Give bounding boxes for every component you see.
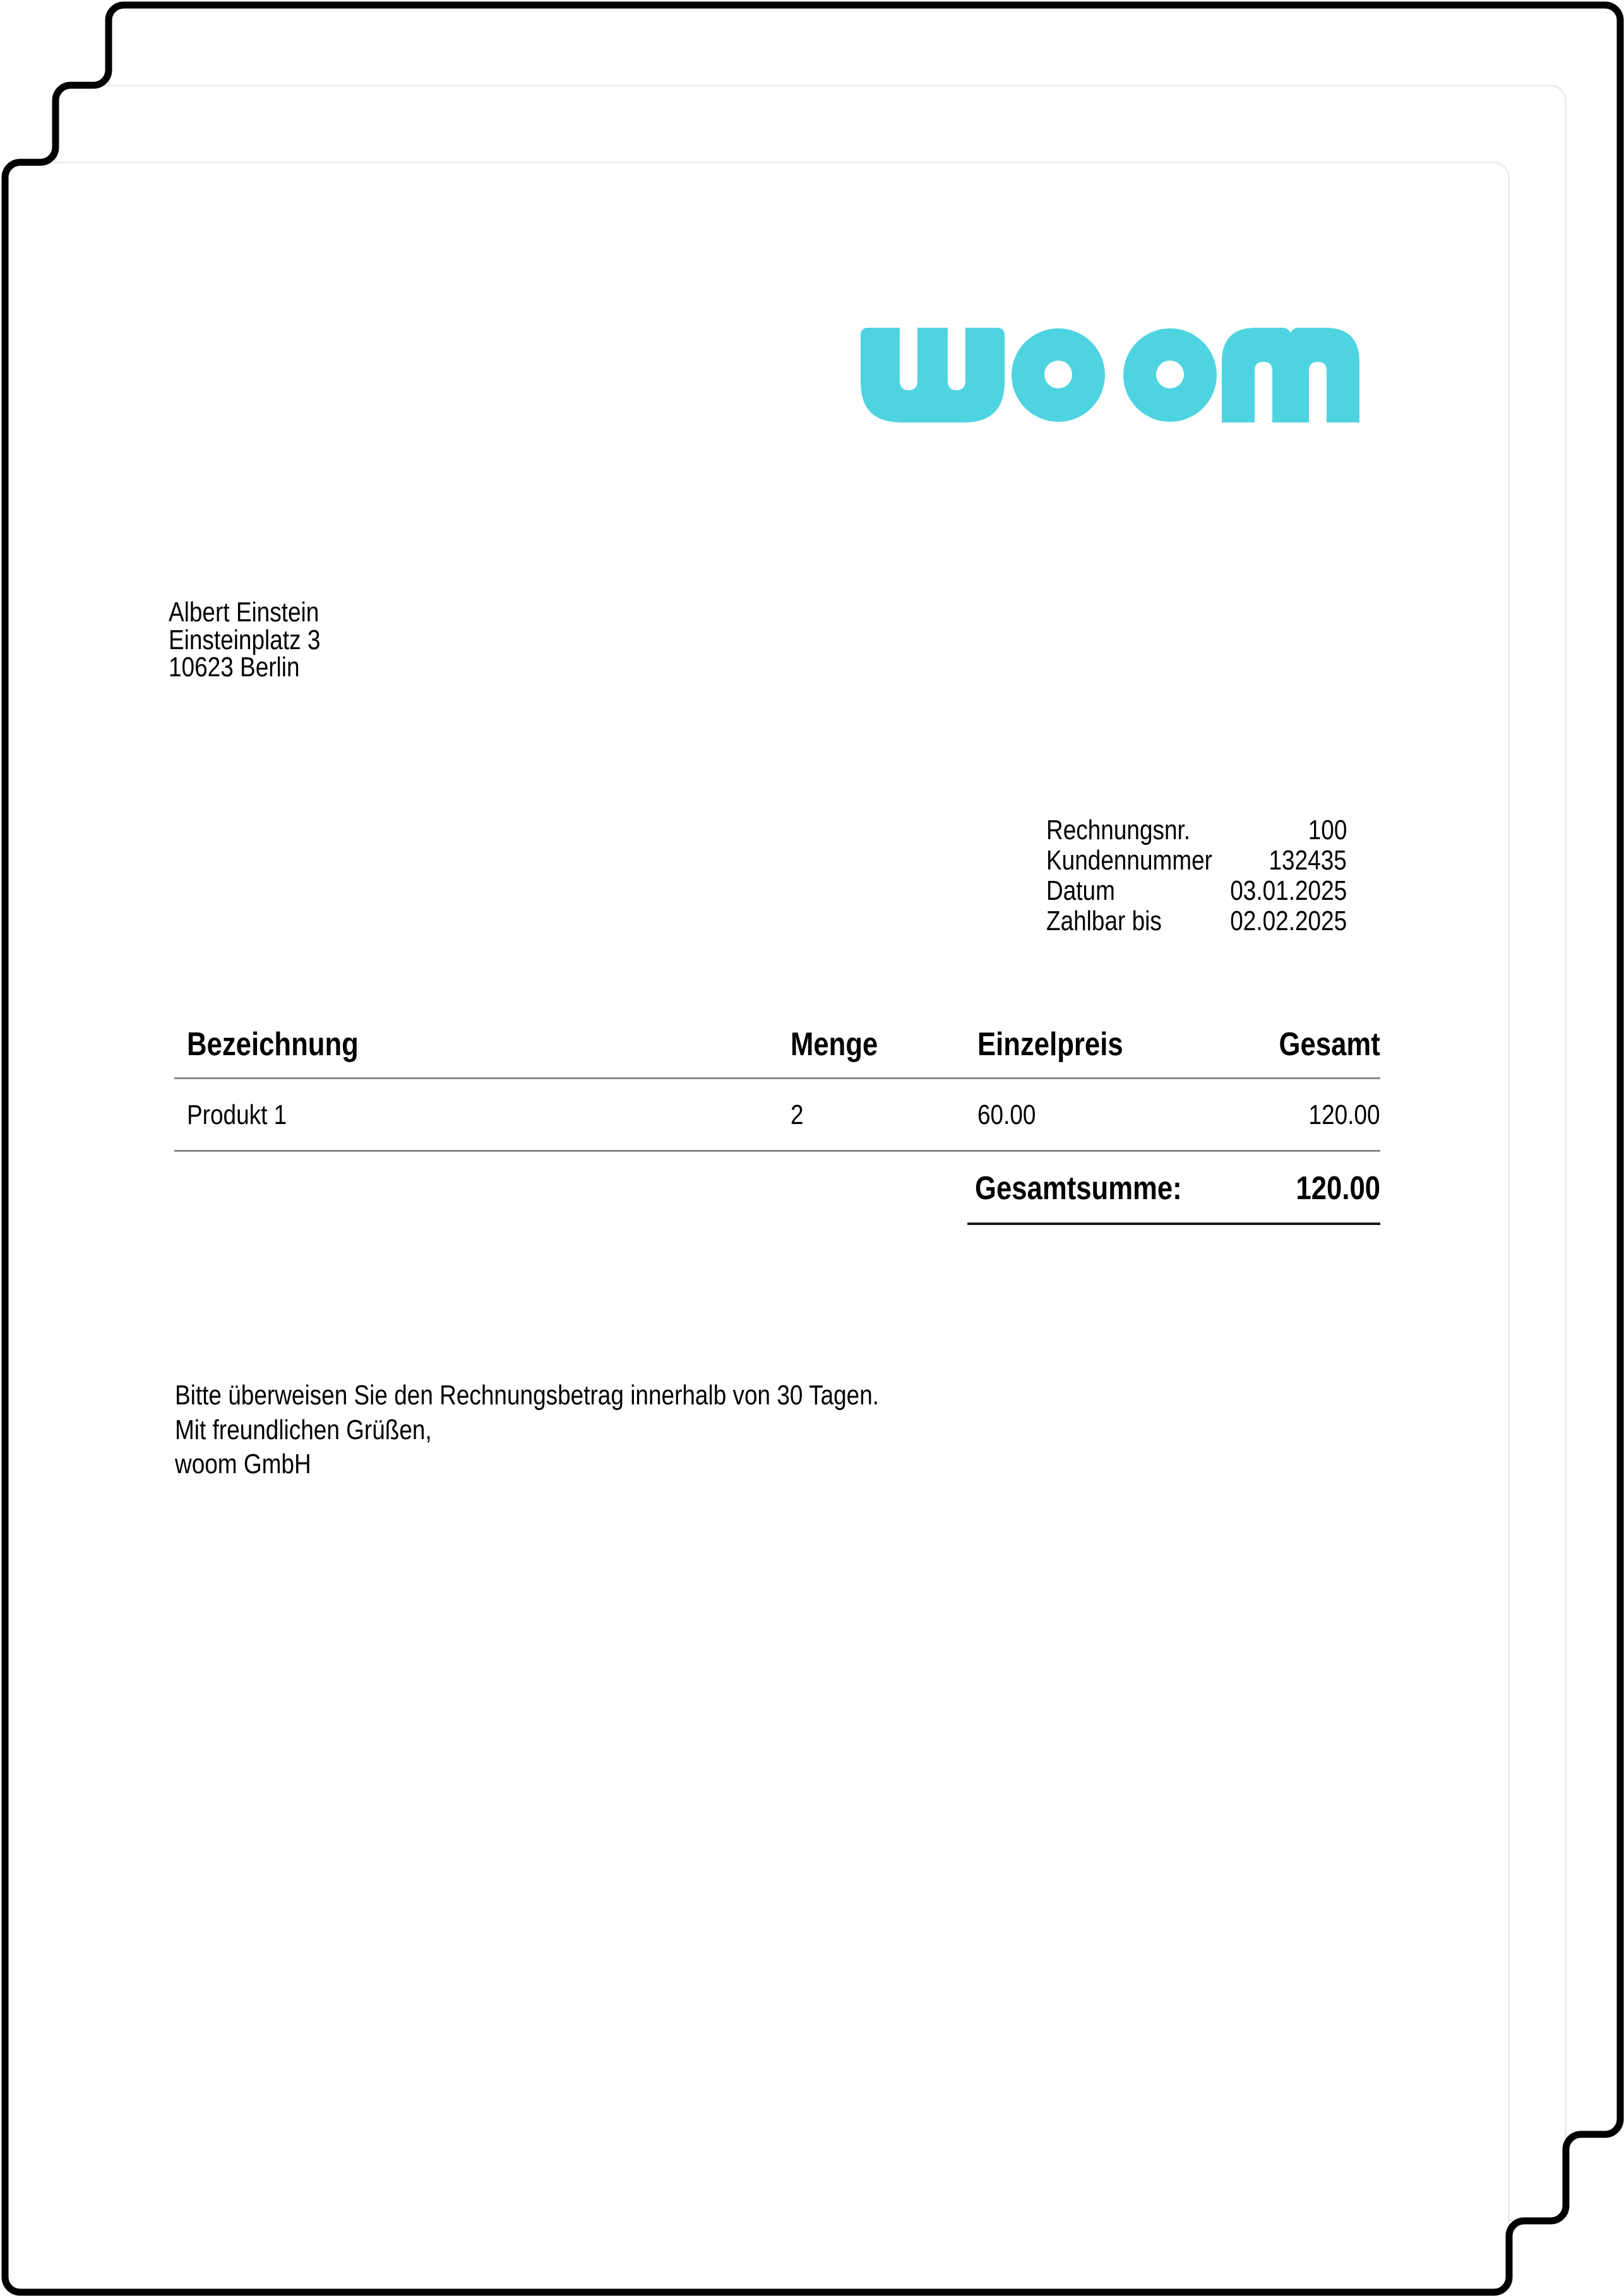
- invoice-number-label: Rechnungsnr.: [1046, 815, 1191, 846]
- date-value: 03.01.2025: [1230, 875, 1347, 906]
- due-date-value: 02.02.2025: [1230, 906, 1347, 936]
- table-row-rule: [174, 1150, 1380, 1152]
- company-name: woom GmbH: [175, 1449, 311, 1480]
- table-row: [174, 1101, 1380, 1129]
- recipient-name: Albert Einstein: [169, 597, 319, 628]
- item-gesamt: 120.00: [1308, 1099, 1380, 1130]
- regards-line: Mit freundlichen Grüßen,: [175, 1414, 432, 1445]
- logo-letter-m: [1222, 328, 1359, 422]
- logo-letter-o2-hole: [1156, 361, 1184, 388]
- logo-letter-o1-hole: [1044, 361, 1072, 388]
- header-einzelpreis: Einzelpreis: [977, 1026, 1123, 1063]
- recipient-street: Einsteinplatz 3: [169, 624, 321, 655]
- woom-logo: [861, 328, 1359, 422]
- total-label: Gesamtsumme:: [975, 1170, 1182, 1207]
- meta-row-customer-number: [1046, 846, 1347, 876]
- logo-letter-w: [861, 328, 1005, 422]
- invoice-number-value: 100: [1308, 815, 1347, 846]
- invoice-meta: [1046, 815, 1347, 936]
- item-bezeichnung: Produkt 1: [187, 1099, 287, 1130]
- recipient-city: 10623 Berlin: [169, 652, 300, 683]
- due-date-label: Zahlbar bis: [1046, 906, 1162, 936]
- total-row: [174, 1172, 1380, 1205]
- payment-instruction: Bitte überweisen Sie den Rechnungsbetrag innerhalb von 30 Tagen.: [175, 1380, 880, 1411]
- total-rule: [967, 1223, 1380, 1225]
- header-menge: Menge: [791, 1026, 878, 1063]
- item-menge: 2: [791, 1099, 804, 1130]
- header-bezeichnung: Bezeichnung: [187, 1026, 359, 1063]
- meta-row-date: [1046, 876, 1347, 906]
- woom-logo-letters: [861, 328, 1359, 422]
- header-gesamt: Gesamt: [1279, 1026, 1380, 1063]
- date-label: Datum: [1046, 875, 1115, 906]
- customer-number-value: 132435: [1269, 845, 1347, 876]
- recipient-address: [169, 599, 349, 681]
- closing-note: [175, 1378, 1013, 1482]
- sheet-front: [6, 163, 1509, 2292]
- item-einzelpreis: 60.00: [977, 1099, 1036, 1130]
- meta-row-invoice-number: [1046, 815, 1347, 846]
- table-header-rule: [174, 1077, 1380, 1079]
- items-table-header: [174, 1028, 1380, 1061]
- customer-number-label: Kundennummer: [1046, 845, 1212, 876]
- total-value: 120.00: [1296, 1170, 1380, 1207]
- meta-row-due-date: [1046, 906, 1347, 936]
